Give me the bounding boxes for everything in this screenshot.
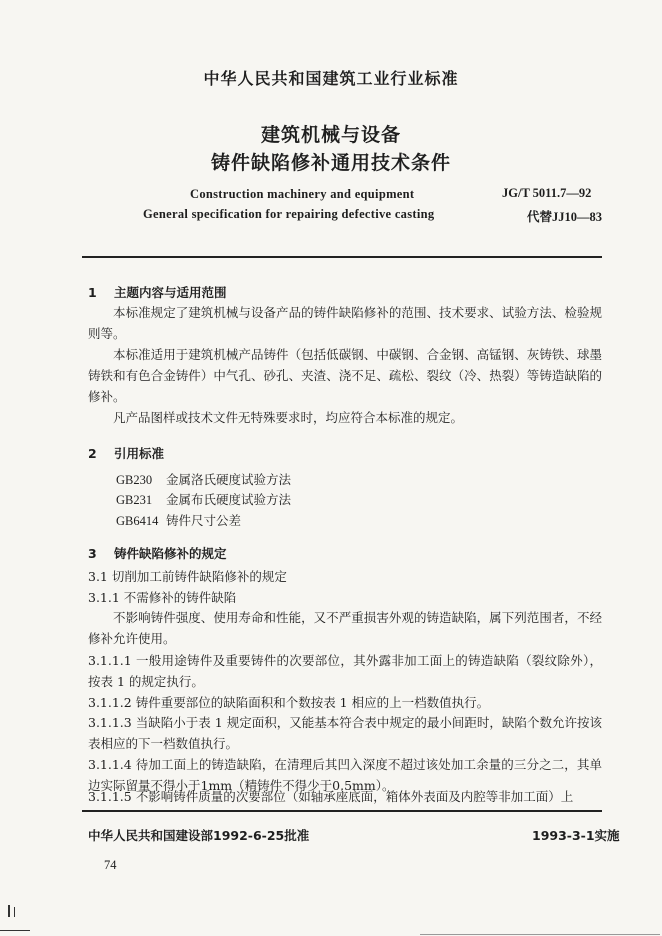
clause-3-1-1-5: 3.1.1.5 不影响铸件质量的次要部位（如轴承座底面，箱体外表面及内腔等非加工面）上 bbox=[88, 789, 574, 804]
clause-3-1-1: 3.1.1 不需修补的铸件缺陷 bbox=[88, 590, 237, 605]
clause-3-1-1-text: 不影响铸件强度、使用寿命和性能，又不严重损害外观的铸造缺陷，属下列范围者，不经修补允许使用。 bbox=[88, 610, 602, 646]
section-3-heading bbox=[88, 544, 227, 562]
top-rule bbox=[82, 256, 602, 258]
scan-artifact bbox=[8, 905, 10, 917]
reference-name: 铸件尺寸公差 bbox=[166, 513, 242, 528]
section-1-paragraph-2 bbox=[88, 344, 602, 407]
title-chinese-line2: 铸件缺陷修补通用技术条件 bbox=[210, 152, 451, 174]
section-3-number: 3 bbox=[88, 546, 97, 561]
scan-artifact bbox=[0, 930, 30, 931]
title-chinese-line1: 建筑机械与设备 bbox=[260, 124, 401, 146]
clause-3-1-1-1: 3.1.1.1 一般用途铸件及重要铸件的次要部位，其外露非加工面上的铸造缺陷（裂纹除外），按表 1 的规定执行。 bbox=[88, 653, 602, 689]
reference-name: 金属布氏硬度试验方法 bbox=[166, 492, 292, 507]
reference-code: GB6414 bbox=[116, 514, 159, 528]
section-1-paragraph-3 bbox=[88, 407, 602, 428]
section-1-p3-text: 凡产品图样或技术文件无特殊要求时，均应符合本标准的规定。 bbox=[113, 410, 464, 425]
bottom-rule bbox=[82, 810, 602, 812]
page-number: 74 bbox=[104, 858, 117, 872]
replaces-code: 代替JJ10—83 bbox=[527, 210, 603, 224]
scan-artifact bbox=[420, 934, 660, 935]
clause-3-1-1-4: 3.1.1.4 待加工面上的铸造缺陷，在清理后其凹入深度不超过该处加工余量的三分之二，其单边实际留量不得小于1mm（精铸件不得少于0.5mm）。 bbox=[88, 757, 602, 793]
reference-code: GB231 bbox=[116, 493, 153, 507]
clause-3-1-1-paragraph bbox=[88, 607, 602, 649]
clause-3-1-1-2: 3.1.1.2 铸件重要部位的缺陷面积和个数按表 1 相应的上一档数值执行。 bbox=[88, 695, 490, 710]
reference-code: GB230 bbox=[116, 473, 153, 487]
title-english-line2: General specification for repairing defective casting bbox=[143, 207, 435, 221]
section-2-number: 2 bbox=[88, 446, 97, 461]
section-1-p2-text: 本标准适用于建筑机械产品铸件（包括低碳钢、中碳钢、合金钢、高锰钢、灰铸铁、球墨铸铁和有色合金铸件）中气孔、砂孔、夹渣、浇不足、疏松、裂纹（冷、热裂）等铸造缺陷的修补。 bbox=[88, 347, 602, 404]
clause-3-1-1-3: 3.1.1.3 当缺陷小于表 1 规定面积，又能基本符合表中规定的最小间距时，缺陷个数允许按该表相应的下一档数值执行。 bbox=[88, 715, 602, 751]
reference-item bbox=[116, 490, 291, 508]
title-english-line1: Construction machinery and equipment bbox=[190, 187, 415, 201]
standard-code: JG/T 5011.7—92 bbox=[502, 186, 592, 200]
section-3-title: 铸件缺陷修补的规定 bbox=[114, 546, 227, 561]
approval-note: 中华人民共和国建设部1992-6-25批准 bbox=[88, 828, 310, 843]
section-1-number: 1 bbox=[88, 285, 97, 300]
section-1-title: 主题内容与适用范围 bbox=[114, 285, 227, 300]
clause-3-1: 3.1 切削加工前铸件缺陷修补的规定 bbox=[88, 569, 287, 584]
implementation-date: 1993-3-1实施 bbox=[532, 828, 620, 843]
section-1-heading bbox=[88, 283, 227, 301]
section-1-paragraph-1 bbox=[88, 302, 602, 344]
section-1-p1-text: 本标准规定了建筑机械与设备产品的铸件缺陷修补的范围、技术要求、试验方法、检验规则等。 bbox=[88, 305, 602, 341]
scan-artifact bbox=[14, 907, 15, 917]
publisher-header: 中华人民共和国建筑工业行业标准 bbox=[203, 69, 459, 88]
section-2-title: 引用标准 bbox=[114, 446, 165, 461]
reference-name: 金属洛氏硬度试验方法 bbox=[166, 472, 292, 487]
reference-item bbox=[116, 511, 241, 529]
section-2-heading bbox=[88, 444, 164, 462]
reference-item bbox=[116, 470, 291, 488]
